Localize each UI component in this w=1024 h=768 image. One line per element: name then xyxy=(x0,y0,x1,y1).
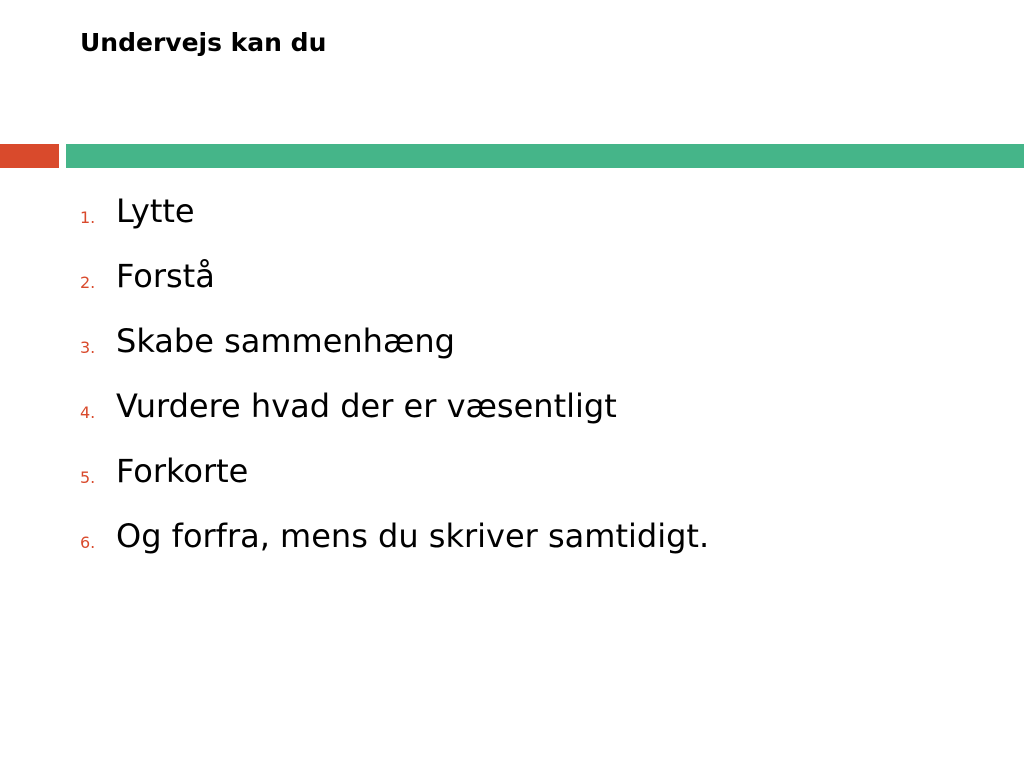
list-item-text: Forkorte xyxy=(116,452,249,490)
faint-background-text: ervejs xyxy=(116,82,238,128)
accent-bar-green xyxy=(66,144,1024,168)
list-item-text: Lytte xyxy=(116,192,195,230)
list-item-number: 3. xyxy=(80,338,96,357)
list-item-number: 1. xyxy=(80,208,96,227)
list-item-text: Skabe sammenhæng xyxy=(116,322,455,360)
list-item-text: Vurdere hvad der er væsentligt xyxy=(116,387,617,425)
list-item-text: Og forfra, mens du skriver samtidigt. xyxy=(116,517,710,555)
slide-title: Undervejs kan du xyxy=(80,28,327,57)
accent-bar-orange xyxy=(0,144,59,168)
list-item-number: 2. xyxy=(80,273,96,292)
list-item-number: 5. xyxy=(80,468,96,487)
list-item-number: 4. xyxy=(80,403,96,422)
list-item-text: Forstå xyxy=(116,257,215,295)
list-item-number: 6. xyxy=(80,533,96,552)
